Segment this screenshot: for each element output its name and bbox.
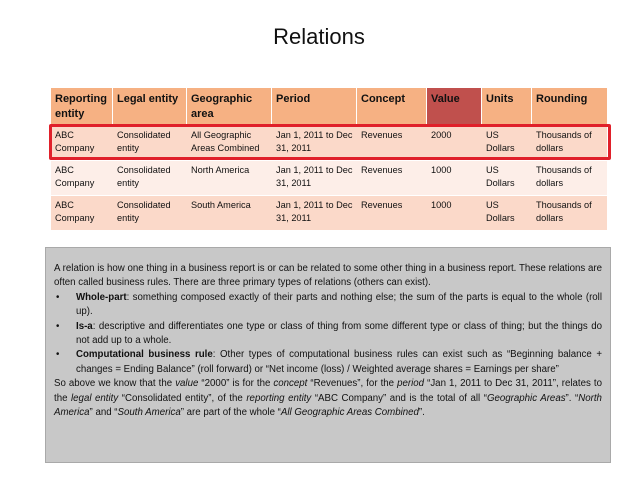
summary-term: reporting entity: [246, 392, 312, 404]
summary-part: “Revenues”, for the: [307, 378, 398, 390]
summary-term: South America: [117, 407, 181, 419]
explanation-box: [45, 247, 611, 463]
cell-period: Jan 1, 2011 to Dec 31, 2011: [272, 195, 357, 230]
summary-term: Geographic Areas: [486, 392, 566, 404]
header-period: Period: [272, 88, 357, 125]
cell-reporting-entity: ABC Company: [51, 160, 113, 195]
summary-text: [54, 377, 602, 420]
summary-part: ” and “: [89, 407, 118, 419]
intro-text: A relation is how one thing in a business report is or can be related to some other thing in a business report. These relations are often called business rules. There are three primary types of relations (others can exist).: [54, 263, 602, 289]
bullet-is-a: [54, 320, 602, 349]
summary-term: period: [397, 378, 425, 390]
header-units: Units: [482, 88, 532, 125]
summary-part: “Consolidated entity”, of the: [118, 392, 247, 404]
cell-reporting-entity: ABC Company: [51, 125, 113, 160]
header-legal-entity: Legal entity: [113, 88, 187, 125]
bullet-term: Is-a: [76, 320, 93, 332]
bullet-text: : Other types of computational business rules can exist such as “Beginning balance + changes = Ending Balance” (roll forward) or “Net income (loss) / Weighted average shares = Earnings per share”: [76, 349, 602, 375]
bullet-dot: •: [56, 291, 60, 303]
table-header-row: [51, 88, 607, 125]
summary-term: All Geographic Areas Combined: [280, 407, 419, 419]
header-reporting-entity: Reporting entity: [51, 88, 113, 125]
cell-rounding: Thousands of dollars: [532, 195, 607, 230]
summary-part: ” are part of the whole “: [180, 407, 281, 419]
cell-legal-entity: Consolidated entity: [113, 160, 187, 195]
summary-part: “ABC Company” and is the total of all “: [311, 392, 487, 404]
cell-units: US Dollars: [482, 195, 532, 230]
relations-table: [51, 88, 607, 230]
table-row: [51, 195, 607, 230]
cell-legal-entity: Consolidated entity: [113, 125, 187, 160]
cell-value: 2000: [427, 125, 482, 160]
cell-geographic-area: South America: [187, 195, 272, 230]
cell-concept: Revenues: [357, 160, 427, 195]
bullet-text: : descriptive and differentiates one type or class of thing from some different type or class of thing; but the things do not add up to a whole.: [76, 320, 602, 347]
summary-part: “Jan 1, 2011 to Dec 31, 2011”, relates to the: [54, 378, 602, 404]
cell-concept: Revenues: [357, 125, 427, 160]
summary-term: value: [175, 378, 199, 390]
cell-concept: Revenues: [357, 195, 427, 230]
summary-term: North America: [54, 392, 602, 419]
bullet-term: Computational business rule: [76, 349, 213, 361]
cell-value: 1000: [427, 195, 482, 230]
summary-part: ”. “: [565, 392, 579, 404]
slide-title: Relations: [273, 24, 365, 49]
cell-units: US Dollars: [482, 125, 532, 160]
table-row: [51, 125, 607, 160]
cell-reporting-entity: ABC Company: [51, 195, 113, 230]
cell-legal-entity: Consolidated entity: [113, 195, 187, 230]
header-geographic-area: Geographic area: [187, 88, 272, 125]
table-row: [51, 160, 607, 195]
summary-part: “2000” is for the: [198, 378, 274, 390]
summary-part: So above we know that the: [54, 378, 176, 390]
header-concept: Concept: [357, 88, 427, 125]
cell-value: 1000: [427, 160, 482, 195]
cell-geographic-area: North America: [187, 160, 272, 195]
cell-rounding: Thousands of dollars: [532, 125, 607, 160]
bullet-dot: •: [56, 349, 60, 361]
bullet-whole-part: [54, 291, 602, 320]
summary-term: legal entity: [71, 392, 119, 404]
summary-part: ”.: [418, 407, 425, 419]
header-value: Value: [427, 88, 482, 125]
summary-term: concept: [273, 378, 308, 390]
cell-units: US Dollars: [482, 160, 532, 195]
bullet-dot: •: [56, 320, 60, 332]
header-rounding: Rounding: [532, 88, 607, 125]
cell-geographic-area: All Geographic Areas Combined: [187, 125, 272, 160]
bullet-text: : something composed exactly of their parts and nothing else; the sum of the parts is equal to the whole (roll up).: [76, 291, 602, 318]
cell-period: Jan 1, 2011 to Dec 31, 2011: [272, 160, 357, 195]
cell-period: Jan 1, 2011 to Dec 31, 2011: [272, 125, 357, 160]
bullet-computational-rule: [54, 348, 602, 377]
cell-rounding: Thousands of dollars: [532, 160, 607, 195]
bullet-term: Whole-part: [76, 291, 127, 303]
